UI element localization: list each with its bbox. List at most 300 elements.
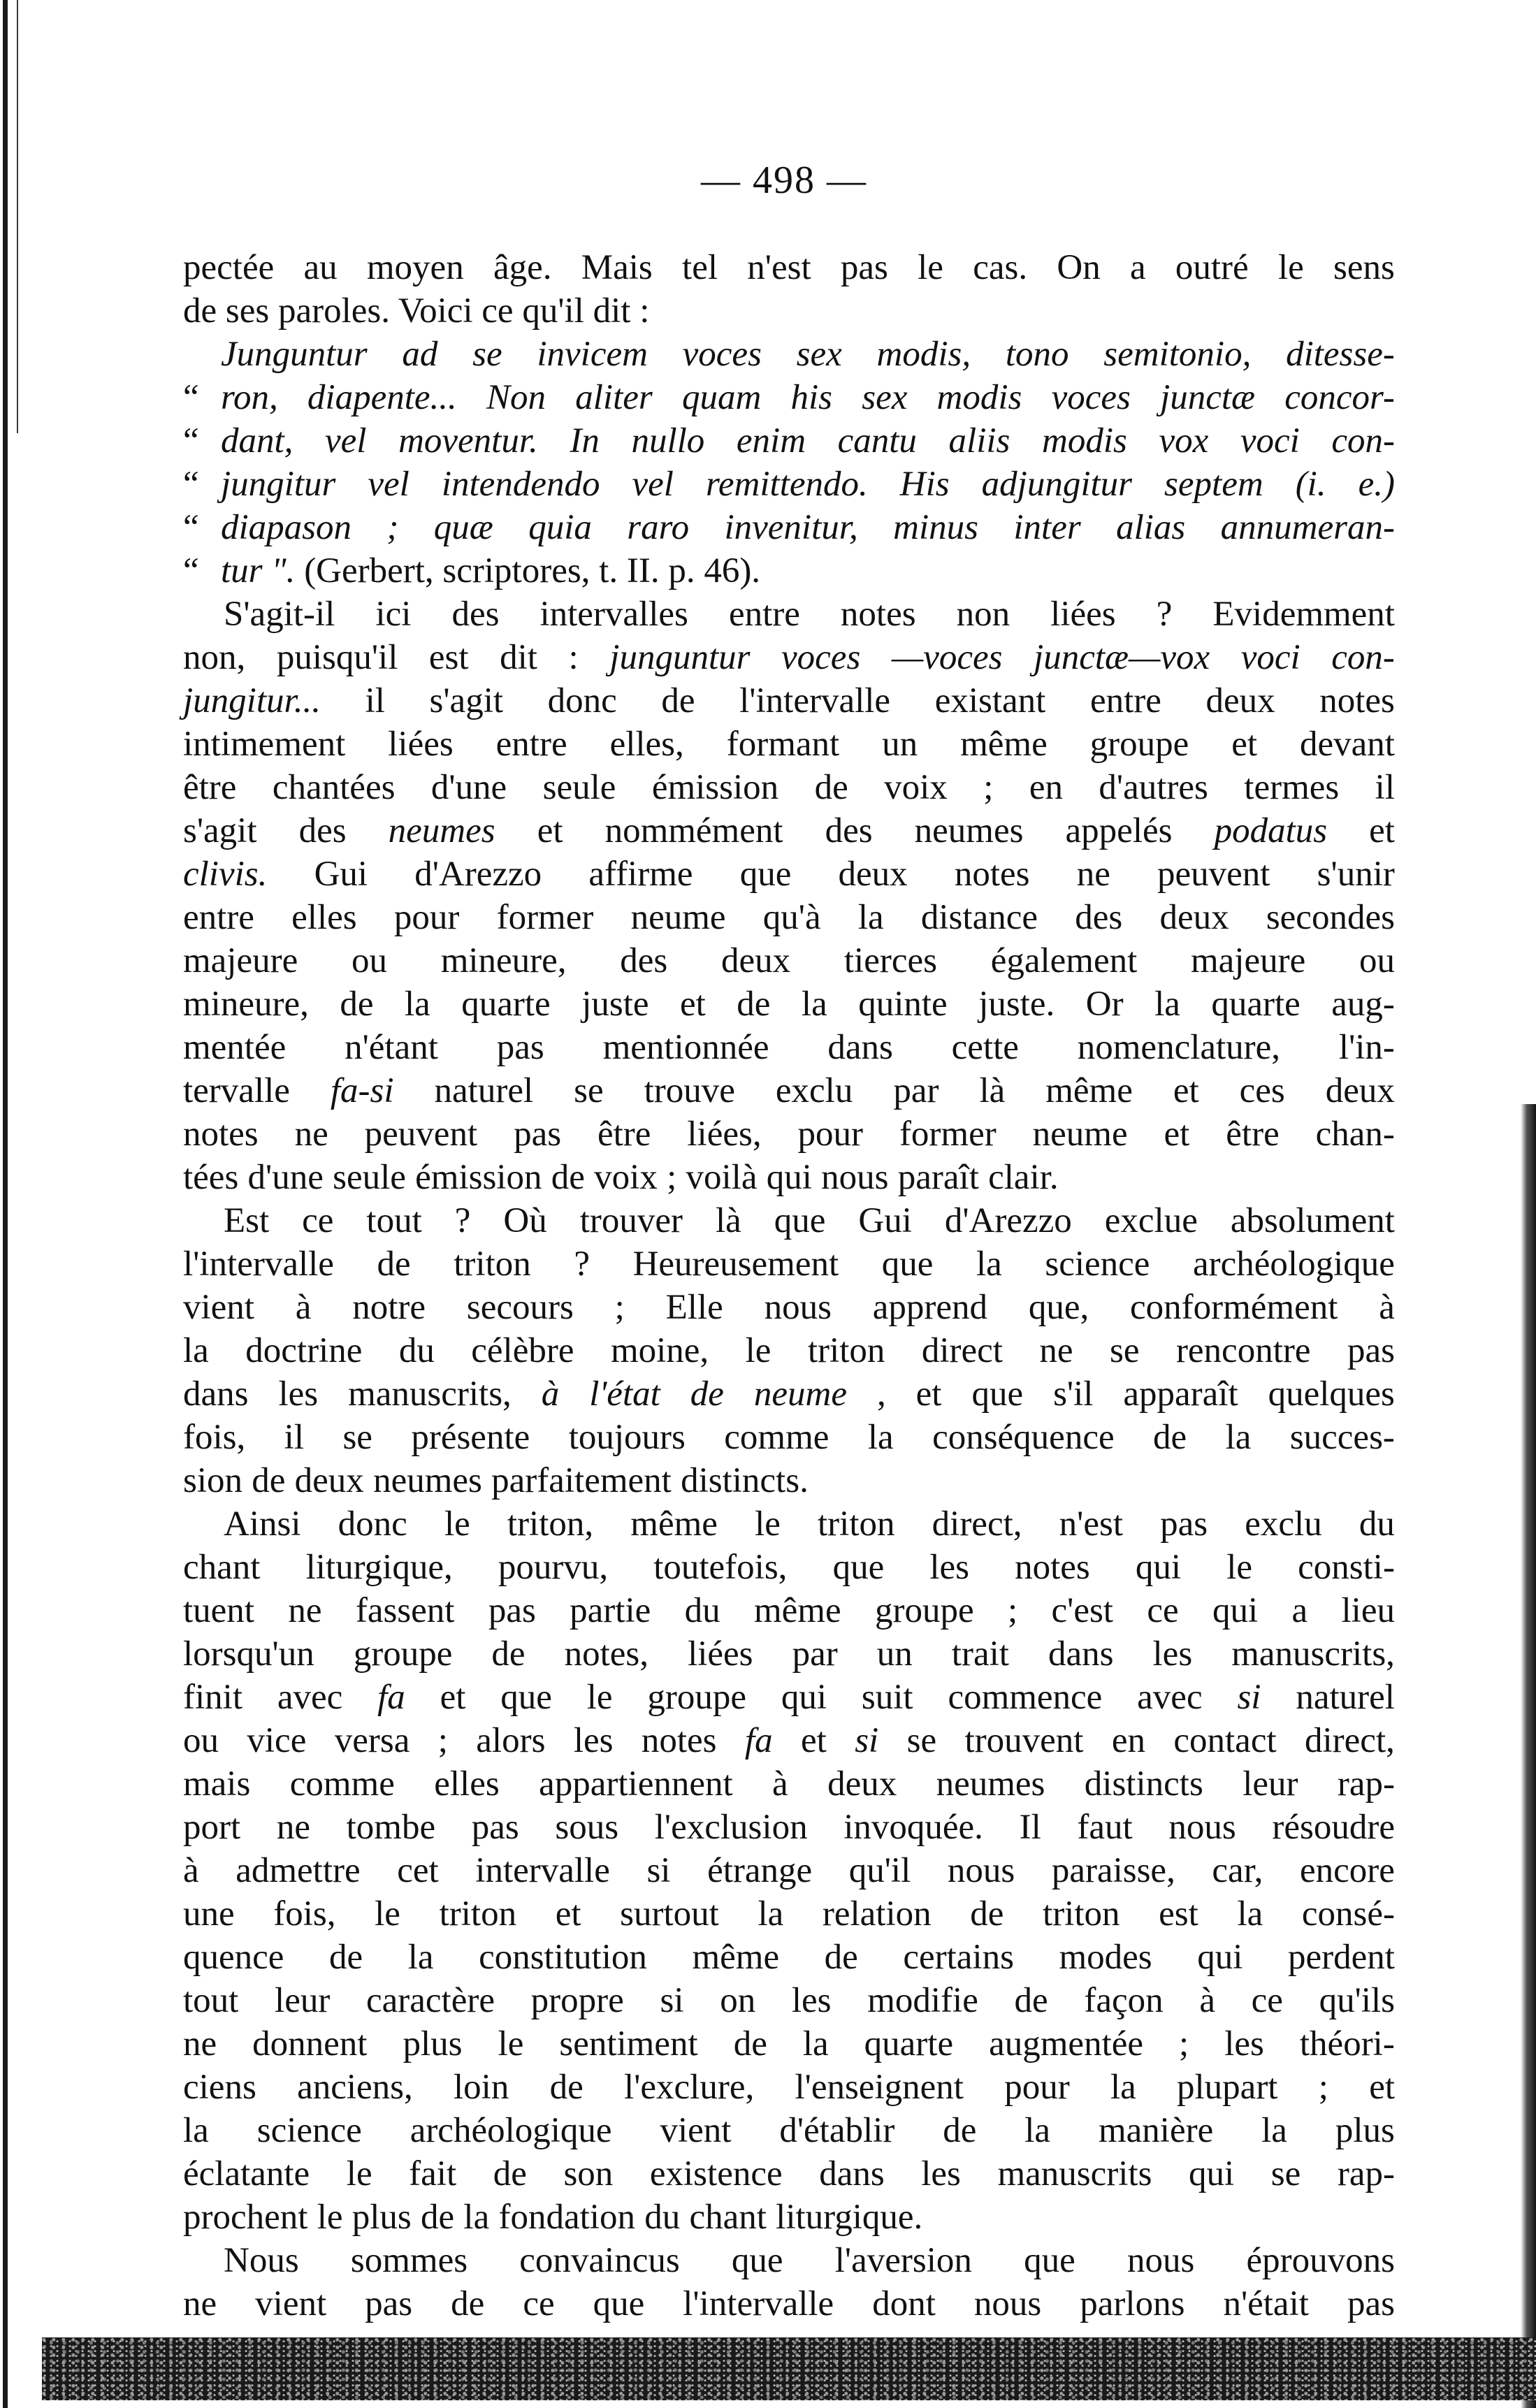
text-line [183,1589,1395,1632]
word: concor- [1284,378,1395,417]
word: avec [1137,1678,1203,1717]
word: archéologique [410,2111,612,2150]
word: pas [1347,1331,1395,1370]
word: ou [183,1721,219,1760]
word: aliter [575,378,653,417]
word: Où [503,1201,547,1240]
word: de [733,2024,767,2064]
word: et [1369,2068,1395,2107]
word: aliis [948,421,1010,460]
word: la [1154,985,1180,1024]
word: la [183,2111,209,2150]
word: naturel [434,1071,534,1110]
quote-text [221,549,1395,593]
word: neumes [373,1461,482,1500]
word: la [1110,2068,1136,2107]
word: se [472,335,502,374]
word: que [971,1375,1024,1414]
word: les [929,1548,969,1587]
word: chantées [272,768,396,807]
word: là [979,1071,1006,1110]
word: triton [807,1331,885,1370]
word: tout [183,1981,239,2020]
word: que [500,1678,552,1717]
left-margin-scan-line [17,0,18,433]
word: plus [1335,2111,1395,2150]
word: cet [397,1851,439,1890]
word: dont [872,2284,936,2323]
word: étrange [707,1851,813,1890]
word: triton [1043,1894,1120,1934]
word: les [573,1721,614,1760]
word: Non [486,378,546,417]
word: raro [627,508,690,547]
word: et [537,811,563,850]
word: trait [951,1634,1009,1674]
word: ron, [221,378,278,417]
word: à [295,1288,312,1327]
word: sion [183,1461,243,1500]
word: même [692,1938,780,1977]
word: être [183,768,237,807]
word: direct, [932,1504,1022,1544]
text-line [183,896,1395,939]
word: vient [183,1288,254,1327]
quote-mark: “ [183,465,199,504]
word: l'in- [1338,1028,1395,1067]
word: s'agit [429,681,504,720]
word: enim [736,421,806,460]
word: émission [415,1158,542,1197]
word: et [1164,1115,1190,1154]
word: manuscrits, [1231,1634,1395,1674]
word: et [1173,1071,1199,1110]
word: un [882,725,918,764]
word: science [1045,1245,1150,1284]
word: entre [495,725,567,764]
text-line [183,809,1395,853]
text-line [183,246,1395,289]
word: intervalle [475,1851,610,1890]
word: trouver [579,1201,683,1240]
text-line [183,2022,1395,2066]
word: deux [294,1461,364,1500]
italic-word: fa [744,1721,773,1760]
word: secondes [1266,898,1395,937]
word: pas [1160,1504,1208,1544]
word: exclue [1104,1201,1198,1240]
word: pas [488,1591,536,1630]
word: son [563,2154,614,2193]
word: parfaitement [491,1461,672,1500]
word: le [1277,248,1304,287]
word: et [800,1721,827,1760]
word: célèbre [471,1331,574,1370]
word: la [404,985,430,1024]
word: outré [1175,248,1249,287]
word: la [1237,1894,1263,1934]
word: le [745,1331,771,1370]
word: voces [682,335,762,374]
word: modes [1059,1938,1152,1977]
word: triton [454,1245,531,1284]
word: moyen [366,248,464,287]
page-number: — 498 — [701,159,867,202]
word: la [1261,2111,1287,2150]
word: cantu [837,421,917,460]
word: modis [1041,421,1127,460]
quote-line [183,549,1395,593]
word: entre [183,898,254,937]
word: quarte [1211,985,1300,1024]
line-text: de ses paroles. Voici ce qu'il dit : [183,291,650,331]
word: peuvent [1157,855,1270,894]
word: qui [1135,1548,1182,1587]
word: consti- [1298,1548,1395,1587]
word: former [496,898,594,937]
word: quarte [461,985,551,1024]
citation: (Gerbert, scriptores, t. II. p. 46). [295,551,761,590]
word: cas. [973,248,1028,287]
word: est [428,638,469,677]
word: la [976,1245,1002,1284]
word: apparaît [1123,1375,1238,1414]
word: constitution [479,1938,647,1977]
word: ne [294,1115,328,1154]
word: notes [840,595,916,634]
text-line [183,1676,1395,1719]
word: l'aversion [834,2241,972,2280]
text-line [183,1632,1395,1676]
word: ? [574,1245,590,1284]
word: invicem [537,335,648,374]
word: le [498,2024,524,2064]
word: de [1014,1981,1048,2020]
italic-word: l'état [589,1375,660,1414]
word: lieu [1341,1591,1395,1630]
word: il [365,681,385,720]
word: mentionnée [602,1028,769,1067]
paragraph [183,1502,1395,2239]
word: annumeran- [1220,508,1395,547]
word: la [407,1938,434,1977]
word: ; [983,768,994,807]
word: ces [1239,1071,1285,1110]
word: ce [523,2284,555,2323]
quote-text [221,506,1395,549]
word: formant [726,725,840,764]
word: manuscrits [997,2154,1152,2193]
text-line [183,636,1395,679]
text-line [183,1806,1395,1849]
word: vice [247,1721,307,1760]
word: trouve [644,1071,735,1110]
word: existence [649,2154,783,2193]
word: admettre [236,1851,361,1890]
word: dans [827,1028,893,1067]
word: on [720,1981,756,2020]
word: sex [796,335,842,374]
paragraph [183,1199,1395,1502]
word: neume [1032,1115,1128,1154]
word: Heureusement [632,1245,839,1284]
word: dans [819,2154,885,2193]
word: Ainsi [224,1504,301,1544]
word: groupe [353,1634,453,1674]
word: diapente... [307,378,457,417]
word: toutefois, [653,1548,788,1587]
word: sens [1333,248,1395,287]
word: notre [352,1288,426,1327]
word: a [1129,248,1146,287]
word: In [570,421,600,460]
text-line [183,1112,1395,1156]
word: voix [884,768,948,807]
word: le [586,1678,613,1717]
word: Il [1019,1808,1041,1847]
quote-text [221,333,1395,376]
word: de [451,2284,485,2323]
word: succes- [1289,1418,1395,1457]
word: se [574,1071,604,1110]
word: l'enseignent [795,2068,964,2107]
word: nous [973,2284,1042,2323]
word: appelés [1065,811,1173,850]
word: l'intervalle [683,2284,834,2323]
word: neumes [914,811,1024,850]
text-line [183,2196,1395,2239]
word: rencontre [1175,1331,1311,1370]
word: non [956,595,1010,634]
word: d'Arezzo [414,855,542,894]
word: septem [1164,465,1263,504]
word: devant [1300,725,1395,764]
word: e.) [1358,465,1395,504]
word: la [867,1418,894,1457]
word: de [970,1894,1004,1934]
word: pas [365,2284,413,2323]
word: même [754,1591,841,1630]
text-line [183,939,1395,982]
word: plus [352,2198,412,2237]
text-line [183,1459,1395,1502]
word: , [876,1375,886,1414]
word: former [899,1115,997,1154]
word: et [555,1894,581,1934]
word: le [375,1894,400,1934]
word: triton, [507,1504,594,1544]
word: la [758,1894,784,1934]
word: deux [1325,1071,1395,1110]
word: nous [1126,2241,1195,2280]
word: la [1024,2111,1051,2150]
word: manuscrits, [348,1375,512,1414]
word: sex [862,378,908,417]
body-text [183,246,1395,2326]
left-margin-scan-edge [3,0,8,2408]
word: Gui [314,855,368,894]
italic-word: de [690,1375,724,1414]
italic-word: si [855,1721,879,1760]
quote-text [221,463,1395,506]
word: tuent [183,1591,254,1630]
text-line [183,723,1395,766]
word: de [1153,1418,1187,1457]
word: quam [681,378,762,417]
word: ne [183,2284,217,2323]
word: il [284,1418,305,1457]
word: paraît [897,1158,979,1197]
word: non, [183,638,246,677]
word: se [906,1721,937,1760]
italic-word: podatus [1214,811,1328,850]
word: fassent [355,1591,455,1630]
word: de [252,1461,286,1500]
word: même [1045,1071,1133,1110]
word: seule [542,768,616,807]
word: partie [570,1591,651,1630]
word: ; [667,1158,677,1197]
paragraph [183,593,1395,1199]
word: nous [764,1288,832,1327]
word: propre [530,1981,624,2020]
italic-word: clivis. [183,855,268,894]
word: triton [439,1894,517,1934]
word: faut [1077,1808,1133,1847]
bottom-scan-artifact [42,2337,1536,2400]
word: doctrine [245,1331,363,1370]
italic-word: neumes [388,811,495,850]
word: plupart [1177,2068,1278,2107]
word: triton [818,1504,895,1544]
word: ici [375,595,412,634]
word: la [801,985,827,1024]
word: moventur. [398,421,538,460]
word: des [298,811,347,850]
quote-line [183,419,1395,463]
word: même [630,1504,718,1544]
word: nommément [604,811,783,850]
word: éprouvons [1246,2241,1395,2280]
word: que [774,1201,826,1240]
text-line [183,1286,1395,1329]
word: être [597,1115,651,1154]
text-line [183,1546,1395,1589]
word: termes [1244,768,1340,807]
word: vient [255,2284,327,2323]
word: modis [936,378,1022,417]
text-line [183,982,1395,1026]
word: les [921,2154,961,2193]
word: chant [183,1548,261,1587]
word: pas [840,248,888,287]
word: relation [822,1894,932,1934]
word: théori- [1299,2024,1395,2064]
word: pour [1004,2068,1070,2107]
word: groupe [874,1591,974,1630]
word: absolument [1230,1201,1395,1240]
word: et [440,1678,466,1717]
word: ; [1318,2068,1328,2107]
word: nous [1168,1808,1236,1847]
word: de [421,2198,455,2237]
word: d'une [430,768,507,807]
word: tombe [346,1808,436,1847]
text-line [183,1892,1395,1936]
italic-word: neume [753,1375,847,1414]
word: et [1231,725,1258,764]
word: remittendo. [705,465,868,504]
word: dant, [221,421,294,460]
word: c'est [1051,1591,1113,1630]
word: finit [183,1678,242,1717]
italic-word: —voces [891,638,1003,677]
word: à [1199,1981,1215,2020]
word: notes [1319,681,1395,720]
quote-mark: “ [183,378,199,417]
word: con- [1331,421,1395,460]
word: rap- [1337,1764,1395,1804]
word: : [568,638,579,677]
word: d'établir [779,2111,895,2150]
word: encore [1299,1851,1395,1890]
word: le [918,248,943,287]
word: quinte [858,985,948,1024]
word: qui [766,1158,812,1197]
word: majeure [1191,941,1306,980]
word: loin [454,2068,509,2107]
word: même [960,725,1048,764]
word: sentiment [559,2024,698,2064]
word: s'unir [1317,855,1395,894]
word: liées [388,725,454,764]
word: et [1369,811,1395,850]
word: n'est [1059,1504,1123,1544]
word: puisqu'il [276,638,398,677]
word: pectée [183,248,275,287]
word: surtout [620,1894,719,1934]
word: affirme [588,855,693,894]
text-line [183,2066,1395,2109]
word: un [876,1634,913,1674]
word: leur [1242,1764,1298,1804]
word: est [1159,1894,1198,1934]
word: liées [1050,595,1116,634]
text-line [183,1242,1395,1286]
quote-mark: “ [183,421,199,460]
word: fondation [498,2198,635,2237]
word: ne [1076,855,1110,894]
word: de [943,2111,977,2150]
word: juste [581,985,649,1024]
word: se [1270,2154,1301,2193]
word: de [491,1634,526,1674]
word: parlons [1080,2284,1185,2323]
word: certains [903,1938,1014,1977]
word: peuvent [364,1115,478,1154]
right-margin-scan-edge [1521,1104,1536,2408]
word: direct [921,1331,1003,1370]
text-line [183,1199,1395,1242]
word: la [183,1331,209,1370]
word: apprend [872,1288,987,1327]
text-line [183,1762,1395,1806]
word: Nous [224,2241,299,2280]
word: d'une [247,1158,324,1197]
word: deux [838,855,908,894]
word: semitonio, [1103,335,1252,374]
word: His [899,465,950,504]
